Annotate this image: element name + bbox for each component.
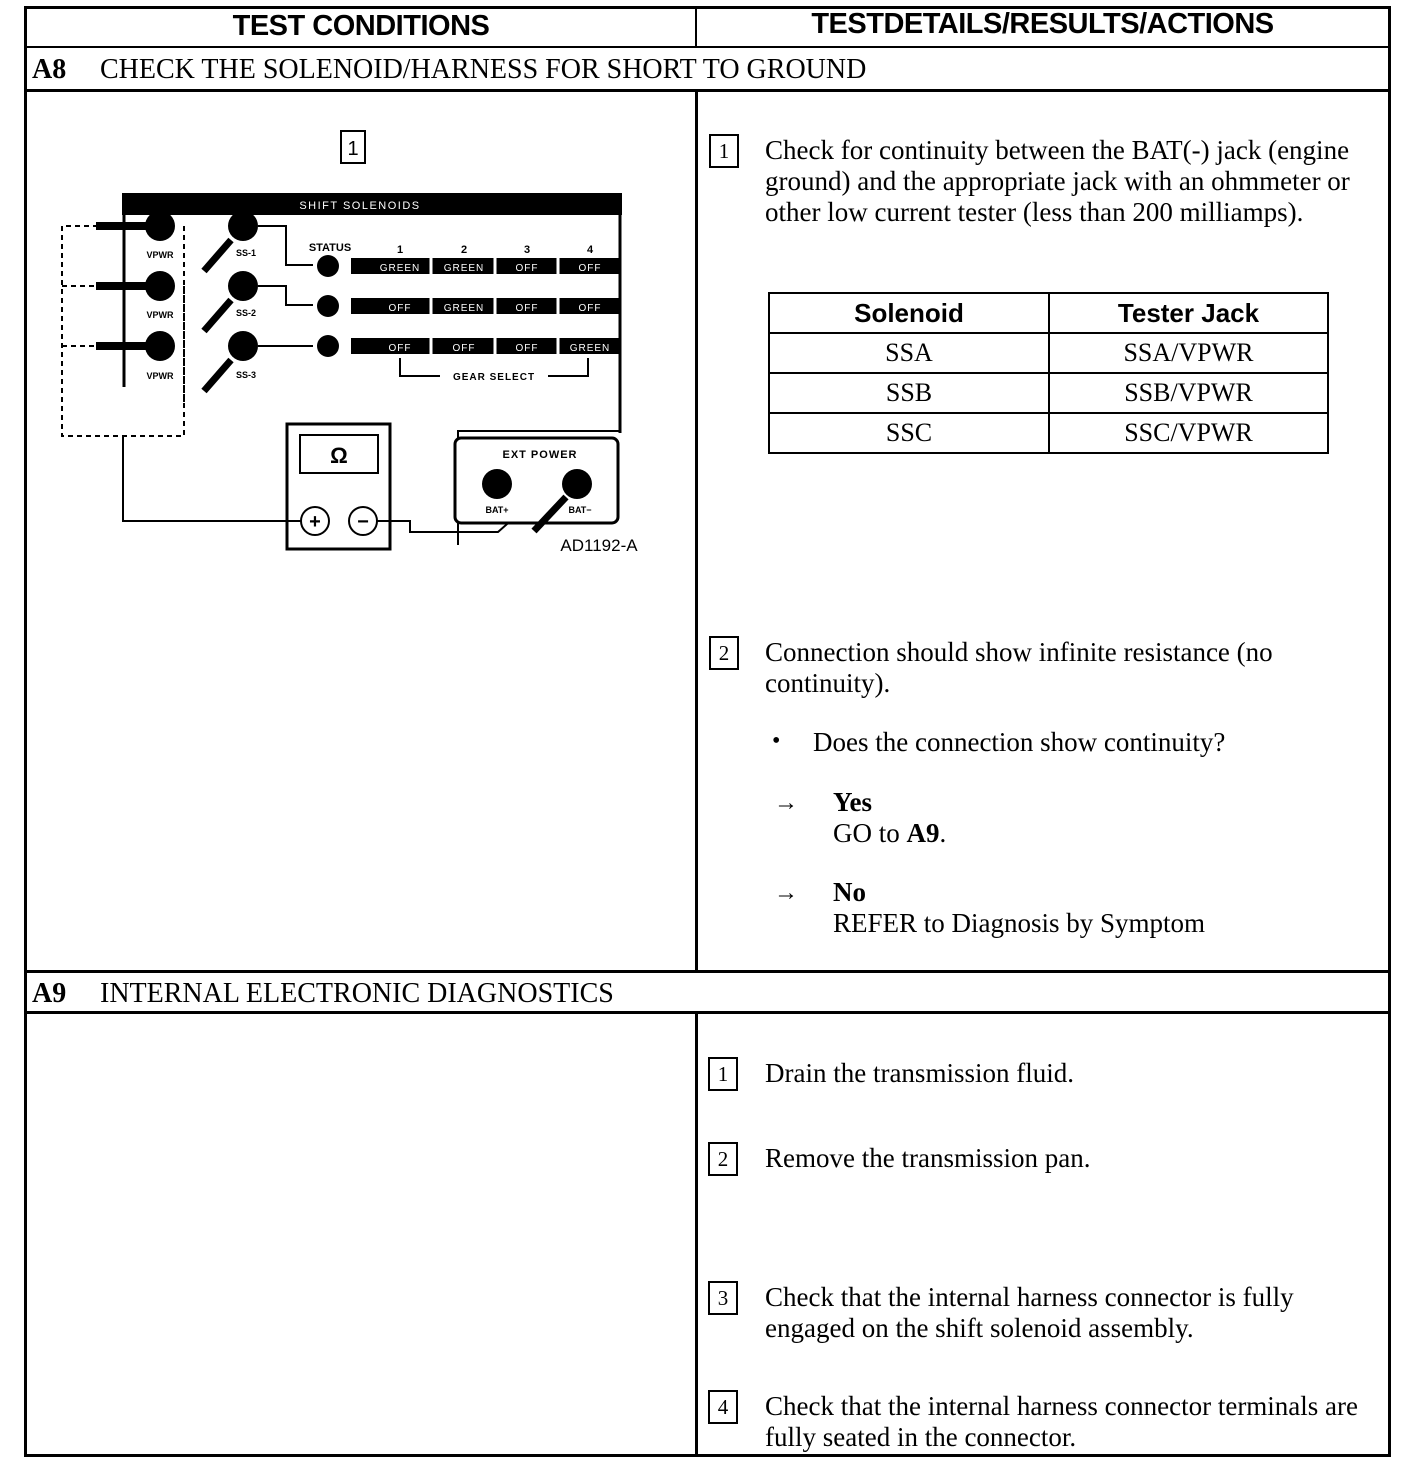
figure-id: AD1192-A <box>560 536 638 555</box>
yes-action-target: A9 <box>906 818 940 848</box>
row2-cell-4: OFF <box>578 303 602 314</box>
ss2-label: SS-2 <box>235 308 257 318</box>
minus-symbol: − <box>357 511 369 533</box>
bat-minus-jack <box>562 469 592 499</box>
vpwr-jack-2 <box>145 271 175 301</box>
a8-step2-text: Connection should show infinite resistance (no continuity). <box>765 637 1273 698</box>
table-header-tester-jack: Tester Jack <box>1049 293 1328 333</box>
header-test-details: TESTDETAILS/RESULTS/ACTIONS <box>811 8 1274 40</box>
vpwr-label-2: VPWR <box>146 310 174 320</box>
yes-action <box>833 818 946 849</box>
figure-step-label: 1 <box>347 138 359 160</box>
ss2-jack <box>228 271 258 301</box>
column-divider-a8 <box>695 90 698 972</box>
plus-symbol: + <box>309 511 321 533</box>
a9-step2-box: 2 <box>708 1142 738 1176</box>
rule-under-header <box>24 46 1391 48</box>
status-led-3 <box>317 335 339 357</box>
bat-plus-jack <box>482 469 512 499</box>
solenoid-jack-table <box>768 292 1329 454</box>
a9-section-title <box>32 978 614 1010</box>
table-cell: SSA <box>769 333 1049 373</box>
a9-step1-box: 1 <box>708 1057 738 1091</box>
frame-right <box>1388 6 1391 1457</box>
ss1-label: SS-1 <box>235 248 257 258</box>
gear-select-label: GEAR SELECT <box>452 372 536 383</box>
table-cell: SSB/VPWR <box>1049 373 1328 413</box>
gear-number-3: 3 <box>523 244 531 256</box>
ohm-symbol: Ω <box>330 443 348 468</box>
a9-step1-text: Drain the transmission fluid. <box>765 1058 1074 1088</box>
frame-bottom <box>24 1454 1391 1457</box>
rule-above-a9 <box>24 970 1391 973</box>
frame-left <box>24 6 27 1457</box>
a8-step2-box: 2 <box>709 636 739 670</box>
a8-step1-text: Check for continuity between the BAT(-) jack (engine ground) and the appropriate jack with an ohmmeter or other low current tester (less than 200 milliamps). <box>765 135 1350 227</box>
row3-cell-4: GREEN <box>569 343 611 354</box>
gear-number-4: 4 <box>586 244 594 256</box>
rule-under-a8-title <box>24 89 1391 92</box>
row1-cell-4: OFF <box>578 263 602 274</box>
no-arrow: → <box>774 880 798 906</box>
row1-cell-2: GREEN <box>443 263 485 274</box>
header-test-conditions: TEST CONDITIONS <box>232 10 490 42</box>
a9-step3-box: 3 <box>708 1281 738 1315</box>
gear-number-1: 1 <box>396 244 404 256</box>
a8-question: Does the connection show continuity? <box>813 727 1226 757</box>
bat-plus-label: BAT+ <box>485 505 509 515</box>
a9-step3-text: Check that the internal harness connector is fully engaged on the shift solenoid assembly. <box>765 1282 1294 1343</box>
vpwr-jack-3 <box>145 331 175 361</box>
status-led-1 <box>317 255 339 277</box>
yes-action-suffix: . <box>939 818 947 848</box>
row3-cell-2: OFF <box>452 343 476 354</box>
row1-cell-3: OFF <box>515 263 539 274</box>
table-row <box>769 333 1328 373</box>
bat-minus-label: BAT− <box>568 505 592 515</box>
ss3-jack <box>228 331 258 361</box>
table-cell: SSA/VPWR <box>1049 333 1328 373</box>
no-action: REFER to Diagnosis by Symptom <box>833 908 1206 938</box>
a8-code: A8 <box>32 54 67 85</box>
yes-action-prefix: GO to <box>833 818 907 848</box>
row1-cell-1: GREEN <box>379 263 421 274</box>
a8-section-title <box>32 54 866 86</box>
row2-cell-3: OFF <box>515 303 539 314</box>
table-cell: SSC/VPWR <box>1049 413 1328 453</box>
column-divider-a9 <box>695 1012 698 1456</box>
a9-title: INTERNAL ELECTRONIC DIAGNOSTICS <box>100 978 614 1009</box>
vpwr-jack-1 <box>145 211 175 241</box>
a9-step4-box: 4 <box>708 1390 738 1424</box>
ss3-label: SS-3 <box>235 370 257 380</box>
ext-power-label: EXT POWER <box>502 449 578 461</box>
shift-solenoids-title: SHIFT SOLENOIDS <box>299 200 421 212</box>
rule-under-a9-title <box>24 1011 1391 1014</box>
table-row <box>769 413 1328 453</box>
gear-number-2: 2 <box>460 244 468 256</box>
a9-step4-text: Check that the internal harness connector terminals are fully seated in the connector. <box>765 1391 1359 1452</box>
row3-cell-3: OFF <box>515 343 539 354</box>
table-cell: SSB <box>769 373 1049 413</box>
row2-cell-1: OFF <box>388 303 412 314</box>
no-label: No <box>833 877 866 907</box>
row3-cell-1: OFF <box>388 343 412 354</box>
row2-cell-2: GREEN <box>443 303 485 314</box>
table-header-solenoid: Solenoid <box>769 293 1049 333</box>
yes-arrow: → <box>774 790 798 816</box>
status-label: STATUS <box>308 242 352 254</box>
a9-step2-text: Remove the transmission pan. <box>765 1143 1091 1173</box>
a9-code: A9 <box>32 978 67 1009</box>
table-row <box>769 373 1328 413</box>
a8-step1-box: 1 <box>709 134 739 168</box>
yes-label: Yes <box>833 787 872 817</box>
vpwr-label-3: VPWR <box>146 371 174 381</box>
vpwr-label-1: VPWR <box>146 250 174 260</box>
table-cell: SSC <box>769 413 1049 453</box>
solenoid-test-diagram <box>28 95 692 595</box>
status-led-2 <box>317 295 339 317</box>
question-bullet: • <box>772 728 781 754</box>
ss1-jack <box>228 211 258 241</box>
a8-title: CHECK THE SOLENOID/HARNESS FOR SHORT TO GROUND <box>100 54 867 85</box>
